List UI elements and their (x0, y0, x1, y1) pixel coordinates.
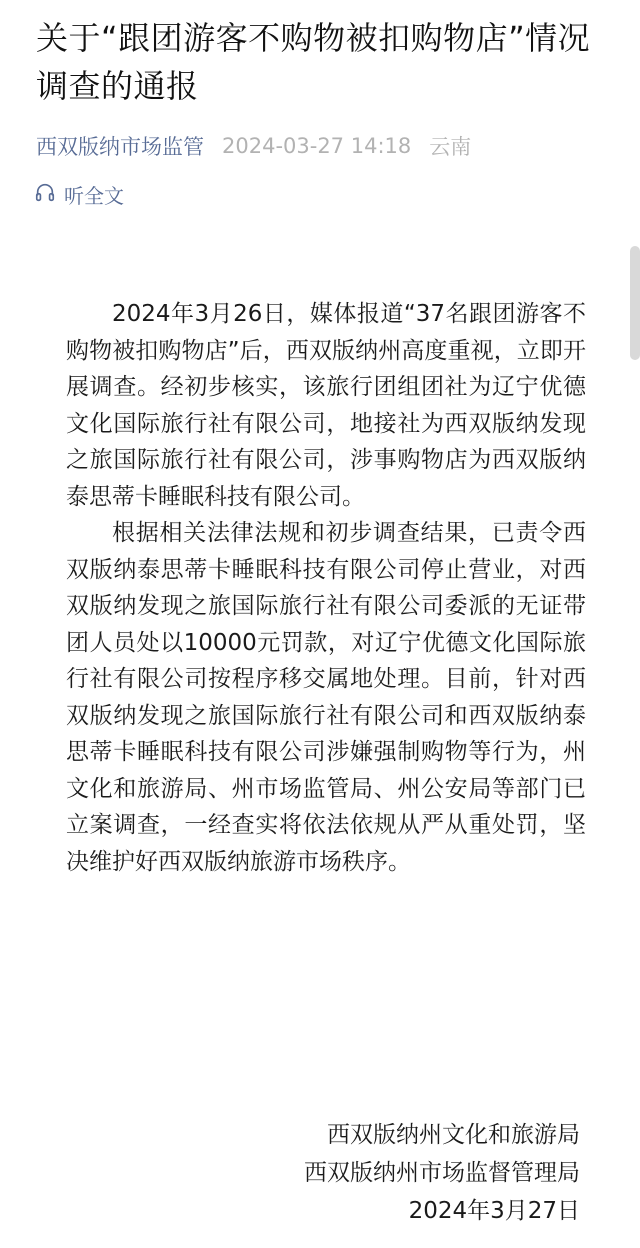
headphones-icon (34, 181, 64, 208)
article-meta (36, 130, 471, 162)
signature-org-market-supervision: 西双版纳州市场监督管理局 (304, 1160, 580, 1186)
article-body (66, 296, 586, 880)
listen-full-text-button[interactable] (34, 178, 124, 210)
account-name-link[interactable]: 西双版纳市场监管 (36, 135, 204, 159)
signature-org-culture-tourism: 西双版纳州文化和旅游局 (327, 1122, 580, 1148)
listen-label: 听全文 (64, 183, 124, 208)
signature-date: 2024年3月27日 (408, 1198, 580, 1224)
scrollbar-thumb[interactable] (630, 246, 640, 360)
body-paragraph: 2024年3月26日，媒体报道“37名跟团游客不购物被扣购物店”后，西双版纳州高度重视，立即开展调查。经初步核实，该旅行团组团社为辽宁优德文化国际旅行社有限公司，地接社为西双版纳发现之旅国际旅行社有限公司，涉事购物店为西双版纳泰思蒂卡睡眠科技有限公司。 (66, 301, 586, 510)
publish-region: 云南 (429, 135, 472, 159)
article-title: 关于“跟团游客不购物被扣购物店”情况调查的通报 (36, 19, 591, 105)
body-paragraph: 根据相关法律法规和初步调查结果，已责令西双版纳泰思蒂卡睡眠科技有限公司停止营业，对西双版纳发现之旅国际旅行社有限公司委派的无证带团人员处以10000元罚款，对辽宁优德文化国际旅行社有限公司按程序移交属地处理。目前，针对西双版纳发现之旅国际旅行社有限公司和西双版纳泰思蒂卡睡眠科技有限公司涉嫌强制购物等行为，州文化和旅游局、州市场监管局、州公安局等部门已立案调查，一经查实将依法依规从严从重处罚，坚决维护好西双版纳旅游市场秩序。 (66, 520, 586, 875)
signature-block (304, 1116, 580, 1230)
publish-datetime: 2024-03-27 14:18 (222, 134, 412, 158)
